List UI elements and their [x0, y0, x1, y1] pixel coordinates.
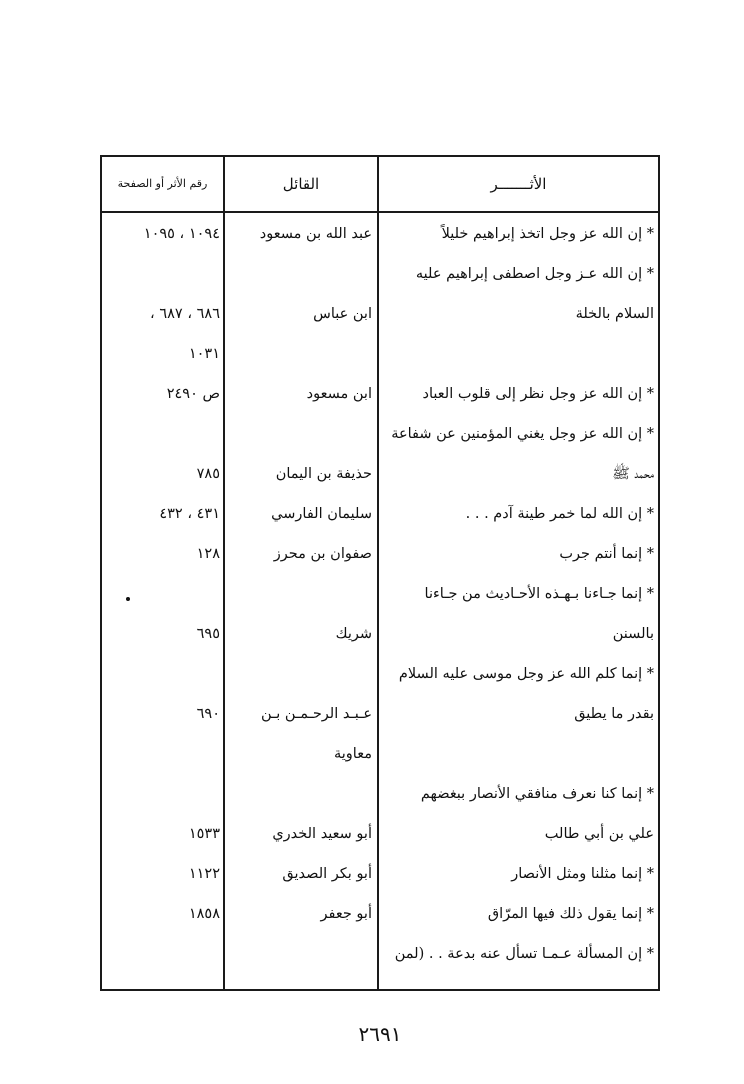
qaeil-name [226, 259, 372, 289]
ref-number [104, 419, 220, 449]
athar-text: * إن الله عز وجل يغني المؤمنين عن شفاعة [391, 426, 654, 442]
athar-text: بالسنن [612, 626, 654, 642]
qaeil-name: عبد الله بن مسعود [259, 226, 372, 242]
ref-number [104, 939, 220, 969]
qaeil-name: معاوية [334, 746, 372, 762]
athar-index-table [100, 155, 660, 991]
header-qaeil: القائل [282, 175, 320, 193]
page-number: ٢٦٩١ [358, 1022, 402, 1046]
athar-text: بقدر ما يطيق [574, 706, 654, 722]
column-divider [377, 157, 379, 989]
qaeil-name: عـبـد الرحـمـن بـن [260, 706, 372, 722]
athar-text: * إن الله عز وجل نظر إلى قلوب العباد [422, 386, 654, 402]
qaeil-name [226, 939, 372, 969]
qaeil-name: ابن مسعود [306, 386, 372, 402]
ref-number: ٦٩٥ [196, 626, 220, 642]
qaeil-name: صفوان بن محرز [273, 546, 372, 562]
qaeil-name: ابن عباس [313, 306, 372, 322]
athar-text: محمد ﷺ [612, 466, 654, 482]
athar-text: * إنما كلم الله عز وجل موسى عليه السلام [398, 666, 654, 682]
athar-text: * إن الله عز وجل اتخذ إبراهيم خليلاً [441, 226, 654, 242]
ref-number: ١٠٣١ [188, 346, 220, 362]
ref-number: ٧٨٥ [196, 466, 220, 482]
header-divider [102, 211, 658, 213]
athar-text: * إنما يقول ذلك فيها المرّاق [487, 906, 654, 922]
athar-text: * إنما كنا نعرف منافقي الأنصار ببغضهم [420, 786, 654, 802]
athar-text: * إن الله عـز وجل اصطفى إبراهيم عليه [415, 266, 654, 282]
athar-text [380, 739, 654, 769]
qaeil-name: سليمان الفارسي [271, 506, 372, 522]
ref-number: ٦٨٦ ، ٦٨٧ ، [150, 306, 220, 322]
header-athar: الأثـــــــر [490, 175, 547, 193]
ref-number [104, 739, 220, 769]
athar-text: السلام بالخلة [575, 306, 654, 322]
ref-number: ٤٣١ ، ٤٣٢ [159, 506, 220, 522]
athar-text: * إن الله لما خمر طينة آدم . . . [465, 506, 654, 522]
ref-number: ص ٢٤٩٠ [166, 386, 220, 402]
athar-text: * إنما مثلنا ومثل الأنصار [511, 866, 654, 882]
qaeil-name: أبو جعفر [320, 906, 372, 922]
column-divider [223, 157, 225, 989]
ref-number [104, 259, 220, 289]
stray-dot [126, 597, 130, 601]
qaeil-name: حذيفة بن اليمان [275, 466, 372, 482]
ref-number: ١٠٩٤ ، ١٠٩٥ [143, 226, 220, 242]
athar-text: علي بن أبي طالب [544, 826, 654, 842]
qaeil-name: أبو بكر الصديق [282, 866, 372, 882]
athar-text: * إن المسألة عـمـا تسأل عنه بدعة . . (لمن [394, 946, 654, 962]
ref-number: ١٢٨ [196, 546, 220, 562]
qaeil-name: شريك [335, 626, 372, 642]
qaeil-name [226, 659, 372, 689]
qaeil-name [226, 339, 372, 369]
qaeil-name [226, 419, 372, 449]
ref-number [104, 579, 220, 609]
qaeil-name [226, 779, 372, 809]
ref-number [104, 659, 220, 689]
qaeil-name: أبو سعيد الخدري [272, 826, 372, 842]
ref-number: ١١٢٢ [188, 866, 220, 882]
ref-number: ٦٩٠ [196, 706, 220, 722]
qaeil-name [226, 579, 372, 609]
ref-number: ١٨٥٨ [188, 906, 220, 922]
ref-number: ١٥٣٣ [188, 826, 220, 842]
header-ref: رقم الأثر أو الصفحة [117, 177, 208, 190]
athar-text: * إنما جـاءنا بـهـذه الأحـاديث من جـاءنا [424, 586, 654, 602]
athar-text: * إنما أنتم جرب [559, 546, 654, 562]
ref-number [104, 779, 220, 809]
athar-text [380, 339, 654, 369]
